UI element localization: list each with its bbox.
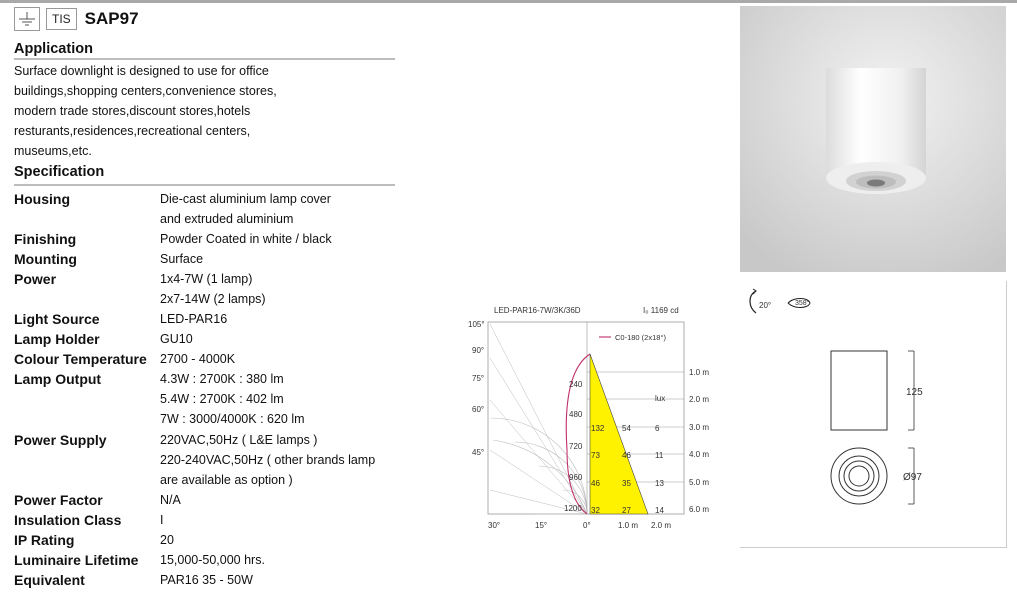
- spec-value-line: GU10: [160, 332, 193, 346]
- spec-value: [160, 430, 375, 490]
- product-photo: [740, 6, 1006, 272]
- lux-value: 32: [591, 506, 600, 515]
- spec-value-line: 220-240VAC,50Hz ( other brands lamp: [160, 453, 376, 468]
- distance-label: 1.0 m: [689, 368, 710, 377]
- light-distribution-diagram: [455, 300, 710, 536]
- distance-label: 3.0 m: [689, 423, 710, 432]
- intensity-label: 960: [569, 473, 583, 482]
- specification-heading: Specification: [14, 164, 105, 180]
- angle-label: 45°: [472, 448, 485, 457]
- spec-value: [160, 269, 266, 309]
- intensity-label: 720: [569, 442, 583, 451]
- ground-symbol-icon: [14, 7, 40, 31]
- top-rule: [0, 0, 1017, 3]
- lux-value: 46: [591, 479, 600, 488]
- spec-label: IP Rating: [14, 532, 75, 548]
- application-line: buildings,shopping centers,convenience stores,: [14, 84, 277, 98]
- spec-value-line: N/A: [160, 493, 181, 507]
- beam-cone: [590, 354, 648, 514]
- spec-label: Power Supply: [14, 432, 107, 448]
- spec-label: Finishing: [14, 231, 77, 247]
- spec-value: [160, 309, 227, 329]
- spec-label: Light Source: [14, 311, 100, 327]
- dimension-drawing: [740, 281, 1007, 548]
- bottom-distance-label: 2.0 m: [651, 521, 672, 530]
- spec-value-line: LED-PAR16: [160, 312, 228, 326]
- lux-value: 54: [622, 424, 631, 433]
- spec-label: Power Factor: [14, 492, 103, 508]
- lux-value: 132: [591, 424, 605, 433]
- spec-value: [160, 530, 174, 550]
- intensity-label: 480: [569, 410, 583, 419]
- lux-value: 13: [655, 479, 664, 488]
- spec-value: [160, 570, 253, 590]
- lux-value: 73: [591, 451, 600, 460]
- spec-value-line: 4.3W : 2700K : 380 lm: [160, 372, 284, 386]
- specification-rule: [14, 184, 395, 186]
- spec-label: Luminaire Lifetime: [14, 552, 139, 568]
- intensity-label: 240: [569, 380, 583, 389]
- lux-value: 6: [655, 424, 660, 433]
- spec-value-line: are available as option ): [160, 473, 293, 488]
- lux-value: 14: [655, 506, 664, 515]
- angle-label: 105°: [468, 320, 485, 329]
- spec-value-line: I: [160, 513, 164, 527]
- spec-value-line: 220VAC,50Hz ( L&E lamps ): [160, 433, 318, 447]
- bottom-distance-label: 1.0 m: [618, 521, 639, 530]
- distance-label: 2.0 m: [689, 395, 710, 404]
- angle-label: 30°: [488, 521, 501, 530]
- spec-label: Mounting: [14, 251, 77, 267]
- spec-value: [160, 329, 193, 349]
- angle-label: 15°: [535, 521, 548, 530]
- rotate-angle: 358°: [795, 300, 810, 307]
- spec-label: Equivalent: [14, 572, 85, 588]
- distance-label: 5.0 m: [689, 478, 710, 487]
- application-text: [14, 61, 314, 161]
- spec-value: [160, 490, 181, 510]
- spec-value-line: 2700 - 4000K: [160, 352, 236, 366]
- spec-value: [160, 229, 332, 249]
- model-code: SAP97: [84, 9, 139, 28]
- lux-value: 27: [622, 506, 631, 515]
- angle-label: 90°: [472, 346, 485, 355]
- height-dimension: 125: [906, 387, 923, 398]
- spec-value-line: Powder Coated in white / black: [160, 232, 332, 246]
- spec-value-line: Die-cast aluminium lamp cover: [160, 192, 331, 206]
- spec-label: Lamp Holder: [14, 331, 100, 347]
- lux-value: 35: [622, 479, 631, 488]
- spec-value-line: 7W : 3000/4000K : 620 lm: [160, 412, 305, 427]
- spec-value-line: and extruded aluminium: [160, 212, 294, 227]
- tilt-angle: 20°: [759, 301, 772, 310]
- lamp-title: LED-PAR16-7W/3K/36D: [494, 306, 581, 315]
- application-line: modern trade stores,discount stores,hotels: [14, 104, 251, 118]
- spec-value-line: PAR16 35 - 50W: [160, 573, 253, 587]
- spec-value-line: 15,000-50,000 hrs.: [160, 553, 265, 567]
- side-view: [831, 351, 887, 430]
- legend-label: C0-180 (2x18°): [615, 333, 666, 342]
- intensity-curve: [566, 354, 590, 514]
- spec-value: [160, 249, 203, 269]
- spec-label: Housing: [14, 191, 70, 207]
- application-heading: Application: [14, 41, 93, 57]
- spec-label: Insulation Class: [14, 512, 122, 528]
- application-line: resturants,residences,recreational centers,: [14, 124, 251, 138]
- application-line: Surface downlight is designed to use for office: [14, 64, 269, 78]
- tis-badge: TIS: [46, 8, 77, 30]
- angle-label: 0°: [583, 521, 591, 530]
- distance-label: 6.0 m: [689, 505, 710, 514]
- spec-value: [160, 510, 163, 530]
- spec-value-line: 20: [160, 533, 174, 547]
- lux-value: 11: [655, 451, 664, 460]
- bottom-view: [831, 448, 887, 504]
- spec-value-line: 5.4W : 2700K : 402 lm: [160, 392, 284, 407]
- peak-intensity: I₀ 1169 cd: [643, 306, 679, 315]
- angle-label: 60°: [472, 405, 485, 414]
- spec-label: Power: [14, 271, 57, 287]
- product-header: [14, 7, 139, 31]
- application-line: museums,etc.: [14, 144, 92, 158]
- spec-value-line: 1x4-7W (1 lamp): [160, 272, 253, 286]
- spec-value-line: 2x7-14W (2 lamps): [160, 292, 266, 307]
- spec-label: Lamp Output: [14, 371, 102, 387]
- angle-label: 75°: [472, 374, 485, 383]
- distance-label: 4.0 m: [689, 450, 710, 459]
- spec-label: Colour Temperature: [14, 351, 147, 367]
- intensity-label: 1200: [564, 504, 582, 513]
- spec-value: [160, 369, 305, 429]
- diameter-dimension: Ø97: [903, 472, 922, 483]
- lux-value: 46: [622, 451, 631, 460]
- spec-value: [160, 189, 331, 229]
- spec-value-line: Surface: [160, 252, 204, 266]
- spec-value: [160, 550, 265, 570]
- spec-value: [160, 349, 235, 369]
- lux-heading: lux: [655, 394, 666, 403]
- application-rule: [14, 58, 395, 60]
